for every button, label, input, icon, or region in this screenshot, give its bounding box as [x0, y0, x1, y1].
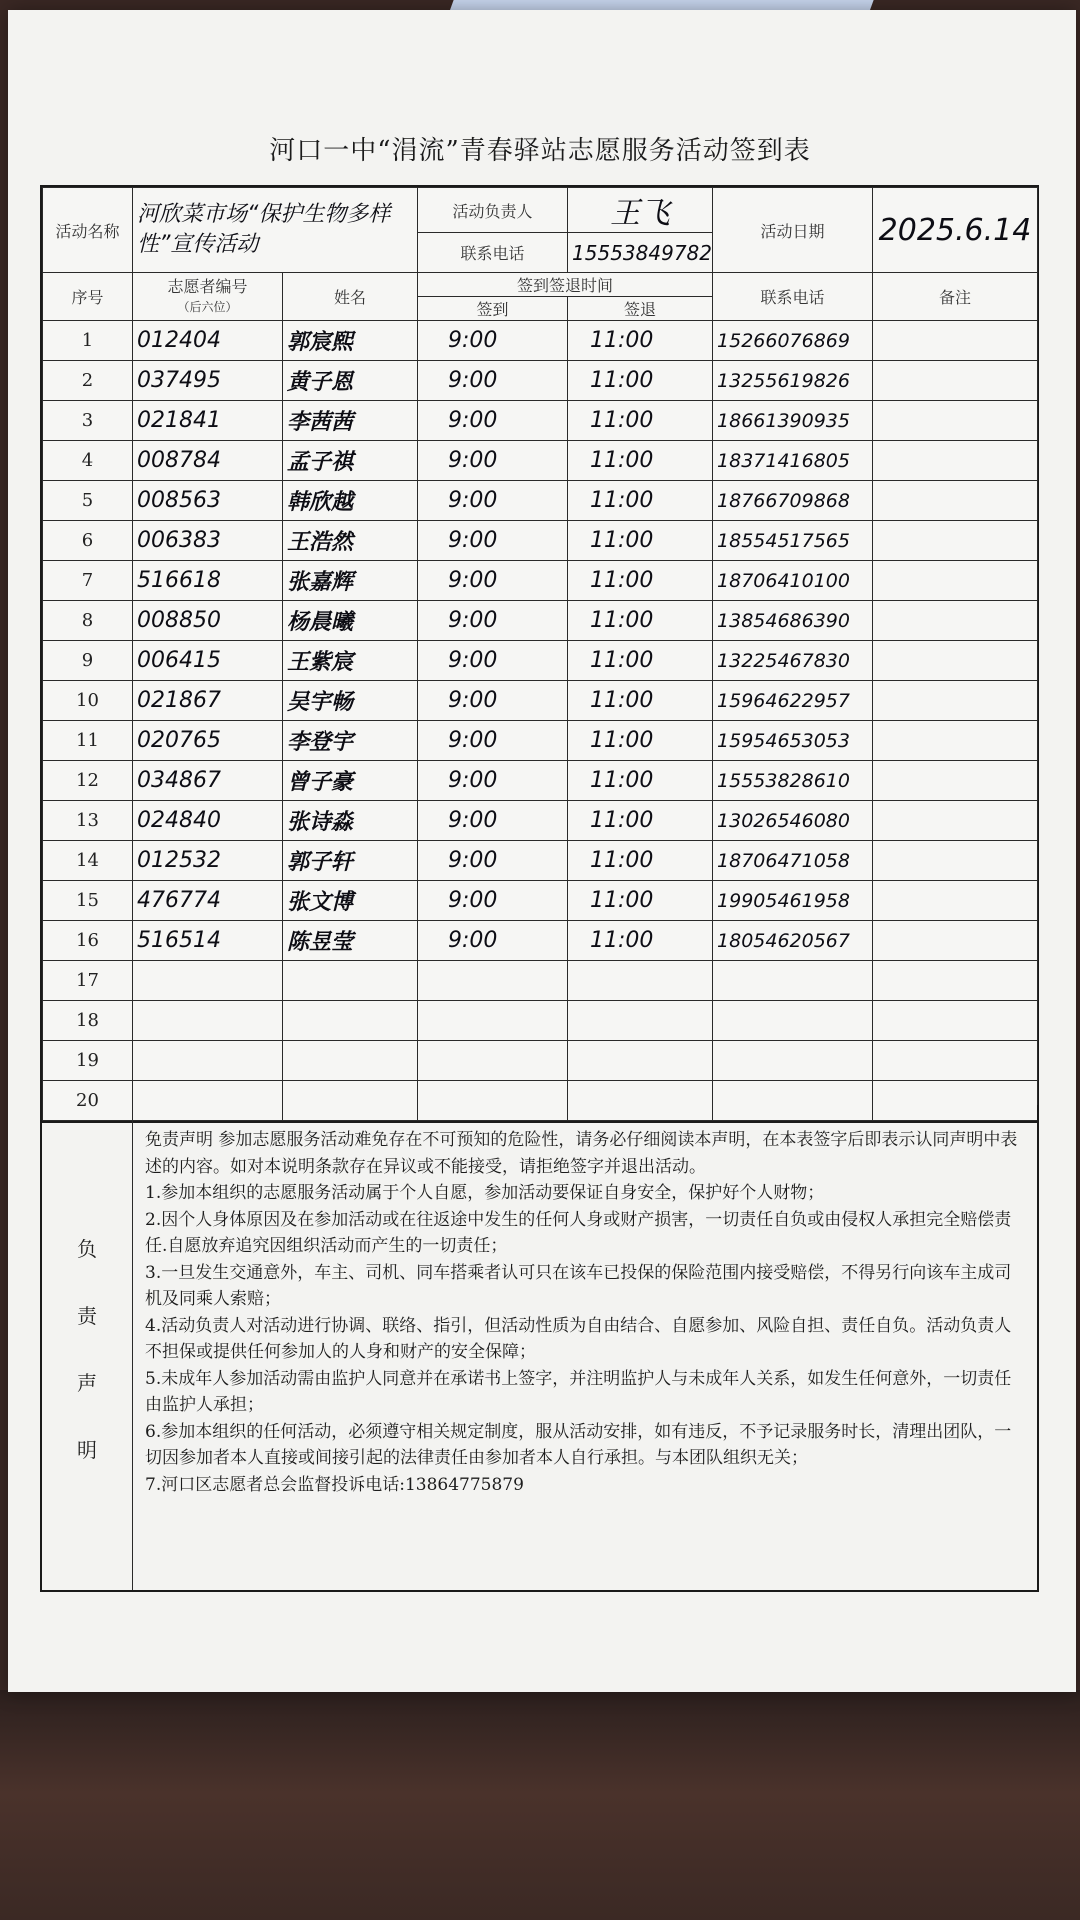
row-sign-in: 9:00: [418, 401, 568, 441]
row-name: 陈昱莹: [283, 921, 418, 961]
row-name: 张文博: [283, 881, 418, 921]
col-volunteer-id-label: 志愿者编号: [167, 276, 248, 296]
row-phone: 13255619826: [713, 361, 873, 401]
row-phone: 15964622957: [713, 681, 873, 721]
row-remark: [873, 1041, 1038, 1081]
table-row: [43, 321, 1038, 361]
row-name: 张嘉辉: [283, 561, 418, 601]
row-remark: [873, 881, 1038, 921]
row-sign-in: 9:00: [418, 561, 568, 601]
table-row: [43, 401, 1038, 441]
row-sign-out: 11:00: [568, 361, 713, 401]
table-body: [43, 321, 1038, 1121]
row-remark: [873, 681, 1038, 721]
row-volunteer-id: 516618: [133, 561, 283, 601]
activity-name-label: 活动名称: [43, 188, 133, 273]
table-row: [43, 1041, 1038, 1081]
row-phone: 18706471058: [713, 841, 873, 881]
disclaimer-item: 3.一旦发生交通意外，车主、司机、同车搭乘者认可只在该车已投保的保险范围内接受赔偿，不得另行向该车主成司机及同乘人索赔；: [145, 1262, 1012, 1309]
col-name: 姓名: [283, 273, 418, 321]
sign-in-table: [42, 187, 1038, 1121]
row-phone: 13026546080: [713, 801, 873, 841]
table-row: [43, 601, 1038, 641]
table-row: [43, 441, 1038, 481]
row-number: 18: [43, 1001, 133, 1041]
disclaimer-body: [133, 1105, 1037, 1590]
row-remark: [873, 441, 1038, 481]
disclaimer-side-char: 声: [77, 1370, 97, 1395]
row-volunteer-id: [133, 1001, 283, 1041]
contact-label: 联系电话: [418, 233, 568, 273]
row-number: 8: [43, 601, 133, 641]
row-phone: 15954653053: [713, 721, 873, 761]
row-phone: 19905461958: [713, 881, 873, 921]
document-title: 河口一中“涓流”青春驿站志愿服务活动签到表: [269, 136, 811, 166]
disclaimer-item: 1.参加本组织的志愿服务活动属于个人自愿，参加活动要保证自身安全，保护好个人财物；: [145, 1183, 825, 1203]
row-sign-out: 11:00: [568, 321, 713, 361]
row-sign-in: 9:00: [418, 681, 568, 721]
row-number: 3: [43, 401, 133, 441]
row-volunteer-id: 012404: [133, 321, 283, 361]
disclaimer-side-char: 负: [77, 1236, 97, 1261]
table-row: [43, 961, 1038, 1001]
row-sign-out: 11:00: [568, 561, 713, 601]
row-phone: 18661390935: [713, 401, 873, 441]
header-row-activity: [43, 188, 1038, 233]
row-number: 9: [43, 641, 133, 681]
row-sign-in: 9:00: [418, 601, 568, 641]
row-sign-in: [418, 1041, 568, 1081]
row-name: 黄子恩: [283, 361, 418, 401]
disclaimer-items: [145, 1180, 1027, 1498]
row-sign-in: [418, 961, 568, 1001]
table-row: [43, 521, 1038, 561]
row-sign-out: 11:00: [568, 481, 713, 521]
row-number: 19: [43, 1041, 133, 1081]
row-phone: 15266076869: [713, 321, 873, 361]
row-phone: 18554517565: [713, 521, 873, 561]
row-volunteer-id: 008563: [133, 481, 283, 521]
row-phone: [713, 961, 873, 1001]
disclaimer-intro: 免责声明 参加志愿服务活动难免存在不可预知的危险性，请务必仔细阅读本声明，在本表签字后即表示认同声明中表述的内容。如对本说明条款存在异议或不能接受，请拒绝签字并退出活动。: [145, 1130, 1018, 1177]
row-number: 16: [43, 921, 133, 961]
row-sign-in: 9:00: [418, 521, 568, 561]
row-remark: [873, 401, 1038, 441]
row-sign-out: 11:00: [568, 921, 713, 961]
row-remark: [873, 841, 1038, 881]
activity-name-value: 河欣菜市场“保护生物多样性”宣传活动: [133, 188, 418, 273]
row-remark: [873, 921, 1038, 961]
row-phone: 18766709868: [713, 481, 873, 521]
row-sign-out: 11:00: [568, 881, 713, 921]
table-row: [43, 881, 1038, 921]
row-remark: [873, 761, 1038, 801]
table-row: [43, 481, 1038, 521]
row-volunteer-id: 020765: [133, 721, 283, 761]
table-row: [43, 761, 1038, 801]
disclaimer-item: 2.因个人身体原因及在参加活动或在往返途中发生的任何人身或财产损害，一切责任自负或由侵权人承担完全赔偿责任.自愿放弃追究因组织活动而产生的一切责任；: [145, 1209, 1012, 1256]
row-sign-out: [568, 1001, 713, 1041]
disclaimer-item: 4.活动负责人对活动进行协调、联络、指引，但活动性质为自由结合、自愿参加、风险自担、责任自负。活动负责人不担保或提供任何参加人的人身和财产的安全保障；: [145, 1315, 1012, 1362]
contact-value: 15553849782: [568, 233, 713, 273]
row-volunteer-id: 021867: [133, 681, 283, 721]
row-volunteer-id: 008784: [133, 441, 283, 481]
row-number: 4: [43, 441, 133, 481]
row-phone: 15553828610: [713, 761, 873, 801]
disclaimer-item: 5.未成年人参加活动需由监护人同意并在承诺书上签字，并注明监护人与未成年人关系，如发生任何意外，一切责任由监护人承担；: [145, 1368, 1012, 1415]
row-name: [283, 1041, 418, 1081]
row-sign-out: 11:00: [568, 401, 713, 441]
row-name: 王浩然: [283, 521, 418, 561]
row-remark: [873, 641, 1038, 681]
sign-in-table-wrapper: [40, 185, 1039, 1123]
row-number: 17: [43, 961, 133, 1001]
row-sign-in: [418, 1001, 568, 1041]
row-sign-out: 11:00: [568, 601, 713, 641]
row-remark: [873, 321, 1038, 361]
row-phone: 13854686390: [713, 601, 873, 641]
row-remark: [873, 561, 1038, 601]
row-volunteer-id: 024840: [133, 801, 283, 841]
row-sign-in: 9:00: [418, 441, 568, 481]
row-volunteer-id: 006415: [133, 641, 283, 681]
row-volunteer-id: 034867: [133, 761, 283, 801]
disclaimer-item: 7.河口区志愿者总会监督投诉电话:13864775879: [145, 1474, 524, 1495]
column-header-row-1: [43, 273, 1038, 297]
row-sign-in: 9:00: [418, 361, 568, 401]
row-name: 张诗淼: [283, 801, 418, 841]
row-remark: [873, 961, 1038, 1001]
row-sign-in: 9:00: [418, 881, 568, 921]
col-seq: 序号: [43, 273, 133, 321]
disclaimer-section: [40, 1105, 1039, 1592]
col-phone: 联系电话: [713, 273, 873, 321]
row-name: 王紫宸: [283, 641, 418, 681]
row-remark: [873, 481, 1038, 521]
row-name: 郭子轩: [283, 841, 418, 881]
row-phone: 18706410100: [713, 561, 873, 601]
row-volunteer-id: 012532: [133, 841, 283, 881]
leader-value: 王飞: [568, 188, 713, 233]
row-phone: 18054620567: [713, 921, 873, 961]
row-sign-out: [568, 961, 713, 1001]
row-number: 1: [43, 321, 133, 361]
row-name: [283, 1001, 418, 1041]
row-sign-in: 9:00: [418, 801, 568, 841]
table-row: [43, 921, 1038, 961]
row-volunteer-id: 008850: [133, 601, 283, 641]
row-sign-in: 9:00: [418, 481, 568, 521]
col-volunteer-id-sub: （后六位）: [177, 299, 238, 314]
row-name: 韩欣越: [283, 481, 418, 521]
row-volunteer-id: 006383: [133, 521, 283, 561]
row-remark: [873, 601, 1038, 641]
row-sign-out: 11:00: [568, 681, 713, 721]
row-name: 李登宇: [283, 721, 418, 761]
row-name: 孟子祺: [283, 441, 418, 481]
table-row: [43, 561, 1038, 601]
row-sign-in: 9:00: [418, 641, 568, 681]
row-number: 20: [43, 1081, 133, 1121]
row-phone: [713, 1041, 873, 1081]
table-row: [43, 1001, 1038, 1041]
col-remark: 备注: [873, 273, 1038, 321]
row-number: 2: [43, 361, 133, 401]
row-remark: [873, 721, 1038, 761]
row-sign-in: 9:00: [418, 841, 568, 881]
row-number: 12: [43, 761, 133, 801]
row-name: 曾子豪: [283, 761, 418, 801]
row-number: 15: [43, 881, 133, 921]
row-name: 郭宸熙: [283, 321, 418, 361]
row-number: 13: [43, 801, 133, 841]
disclaimer-side-char: 责: [77, 1303, 97, 1328]
col-sign-out: 签退: [568, 297, 713, 321]
col-time-group: 签到签退时间: [418, 273, 713, 297]
table-row: [43, 721, 1038, 761]
row-sign-out: 11:00: [568, 761, 713, 801]
row-number: 5: [43, 481, 133, 521]
row-remark: [873, 801, 1038, 841]
date-label: 活动日期: [713, 188, 873, 273]
row-sign-out: 11:00: [568, 521, 713, 561]
table-row: [43, 361, 1038, 401]
disclaimer-item: 6.参加本组织的任何活动，必须遵守相关规定制度，服从活动安排，如有违反，不予记录服务时长，清理出团队，一切因参加者本人直接或间接引起的法律责任由参加者本人自行承担。与本团队组织无关；: [145, 1421, 1012, 1468]
row-sign-out: 11:00: [568, 801, 713, 841]
row-number: 10: [43, 681, 133, 721]
row-sign-out: 11:00: [568, 641, 713, 681]
disclaimer-side-label: [42, 1105, 133, 1590]
row-volunteer-id: [133, 1041, 283, 1081]
row-remark: [873, 361, 1038, 401]
row-name: [283, 961, 418, 1001]
table-row: [43, 801, 1038, 841]
row-name: 杨晨曦: [283, 601, 418, 641]
table-row: [43, 681, 1038, 721]
disclaimer-side-char: 明: [77, 1437, 97, 1462]
col-volunteer-id: [133, 273, 283, 321]
row-sign-in: 9:00: [418, 761, 568, 801]
row-volunteer-id: 021841: [133, 401, 283, 441]
floor-background: [0, 1690, 1080, 1920]
row-name: 李茜茜: [283, 401, 418, 441]
date-value: 2025.6.14: [873, 188, 1038, 273]
row-volunteer-id: [133, 961, 283, 1001]
row-sign-out: 11:00: [568, 721, 713, 761]
row-phone: [713, 1001, 873, 1041]
row-sign-out: 11:00: [568, 441, 713, 481]
row-remark: [873, 521, 1038, 561]
row-number: 14: [43, 841, 133, 881]
table-row: [43, 841, 1038, 881]
row-number: 7: [43, 561, 133, 601]
row-remark: [873, 1001, 1038, 1041]
row-volunteer-id: 037495: [133, 361, 283, 401]
row-sign-out: 11:00: [568, 841, 713, 881]
row-sign-in: 9:00: [418, 321, 568, 361]
row-phone: 13225467830: [713, 641, 873, 681]
row-sign-in: 9:00: [418, 721, 568, 761]
row-number: 6: [43, 521, 133, 561]
row-sign-out: [568, 1041, 713, 1081]
row-volunteer-id: 516514: [133, 921, 283, 961]
table-row: [43, 641, 1038, 681]
row-name: 吴宇畅: [283, 681, 418, 721]
row-number: 11: [43, 721, 133, 761]
col-sign-in: 签到: [418, 297, 568, 321]
leader-label: 活动负责人: [418, 188, 568, 233]
row-phone: 18371416805: [713, 441, 873, 481]
row-volunteer-id: 476774: [133, 881, 283, 921]
row-sign-in: 9:00: [418, 921, 568, 961]
